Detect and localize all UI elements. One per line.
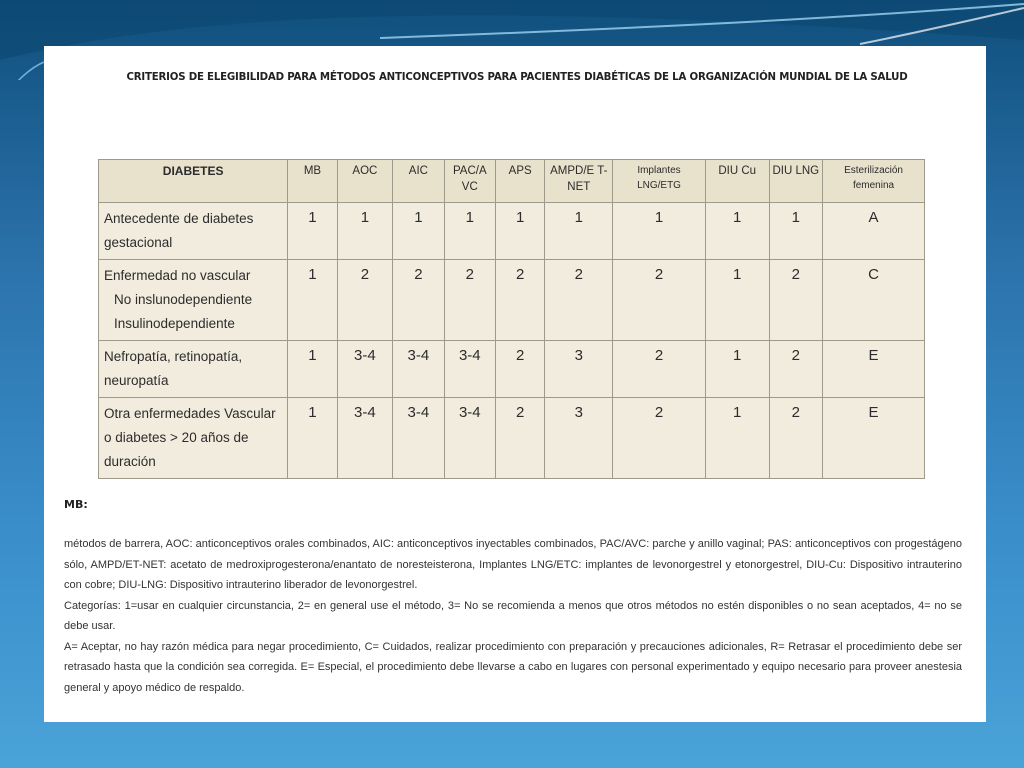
table-row bbox=[99, 341, 925, 398]
table-row bbox=[99, 260, 925, 341]
table-cell: 1 bbox=[613, 203, 706, 260]
table-row bbox=[99, 398, 925, 479]
codes-paragraph: A= Aceptar, no hay razón médica para negar procedimiento, C= Cuidados, realizar procedimiento con preparación y precauciones adicionales, R= Retrasar el procedimiento debe ser retrasado hasta que la condición sea corregida. E= Especial, el procedimiento debe llevarse a cabo en lugares con personal experimentado y equipo necesario para proveer anestesia general y apoyo médico de respaldo. bbox=[64, 640, 962, 694]
column-header: AMPD/E T-NET bbox=[545, 160, 613, 203]
table-cell: 3-4 bbox=[444, 398, 495, 479]
row-label: Enfermedad no vascular No inslunodependiente Insulinodependiente bbox=[99, 260, 288, 341]
row-label: Nefropatía, retinopatía, neuropatía bbox=[99, 341, 288, 398]
table-cell: 1 bbox=[288, 341, 337, 398]
table-cell: E bbox=[823, 398, 925, 479]
table-cell: 1 bbox=[393, 203, 444, 260]
table-cell: 3-4 bbox=[444, 341, 495, 398]
table-header-row bbox=[99, 160, 925, 203]
table-cell: 2 bbox=[496, 260, 545, 341]
table-cell: C bbox=[823, 260, 925, 341]
row-sublabel: No inslunodependiente bbox=[114, 292, 253, 307]
table-cell: 1 bbox=[288, 398, 337, 479]
table-cell: 2 bbox=[769, 341, 822, 398]
row-label: Otra enfermedades Vascular o diabetes > 20 años de duración bbox=[99, 398, 288, 479]
row-label: Antecedente de diabetes gestacional bbox=[99, 203, 288, 260]
notes-block bbox=[64, 534, 962, 698]
table-cell: 2 bbox=[613, 398, 706, 479]
table-cell: 1 bbox=[705, 398, 769, 479]
table-cell: 2 bbox=[769, 398, 822, 479]
table-cell: 2 bbox=[613, 341, 706, 398]
document-card bbox=[44, 46, 986, 722]
column-header: MB bbox=[288, 160, 337, 203]
table-cell: 2 bbox=[496, 341, 545, 398]
table-cell: 3-4 bbox=[393, 398, 444, 479]
column-header: Esterilización femenina bbox=[823, 160, 925, 203]
table-cell: 1 bbox=[288, 260, 337, 341]
table-cell: 2 bbox=[496, 398, 545, 479]
column-header: AIC bbox=[393, 160, 444, 203]
table-cell: 1 bbox=[705, 341, 769, 398]
abbreviations-paragraph: métodos de barrera, AOC: anticonceptivos orales combinados, AIC: anticonceptivos inyectables combinados, PAC/AVC: parche y anillo vaginal; PAS: anticonceptivos con progestágeno sólo, AMPD/ET-NET: acetato de medroxiprogesterona/enantato de noresteisterona, Implantes LNG/ETC: implantes de levonorgestrel y etonorgestrel, DIU-Cu: Dispositivo intrauterino con cobre; DIU-LNG: Dispositivo intrauterino liberador de levonorgestrel. bbox=[64, 538, 962, 591]
table-cell: 2 bbox=[613, 260, 706, 341]
table-cell: 1 bbox=[337, 203, 393, 260]
table-cell: 2 bbox=[769, 260, 822, 341]
row-sublabel: Insulinodependiente bbox=[114, 316, 235, 331]
document-title: CRITERIOS DE ELEGIBILIDAD PARA MÉTODOS ANTICONCEPTIVOS PARA PACIENTES DIABÉTICAS DE LA ORGANIZACIÓN MUNDIAL DE LA SALUD bbox=[126, 72, 908, 83]
table-cell: A bbox=[823, 203, 925, 260]
table-cell: 2 bbox=[337, 260, 393, 341]
table-cell: 3-4 bbox=[337, 341, 393, 398]
column-header: DIU Cu bbox=[705, 160, 769, 203]
table-row bbox=[99, 203, 925, 260]
column-header: DIABETES bbox=[99, 160, 288, 203]
eligibility-table bbox=[98, 159, 925, 479]
table-cell: 3 bbox=[545, 341, 613, 398]
table-cell: 3-4 bbox=[337, 398, 393, 479]
table-cell: 1 bbox=[705, 203, 769, 260]
table-cell: 1 bbox=[444, 203, 495, 260]
column-header: PAC/A VC bbox=[444, 160, 495, 203]
categories-paragraph: Categorías: 1=usar en cualquier circunstancia, 2= en general use el método, 3= No se recomienda a menos que otros métodos no estén disponibles o no sean aceptados, 4= no se debe usar. bbox=[64, 599, 962, 632]
table-cell: 2 bbox=[545, 260, 613, 341]
column-header: DIU LNG bbox=[769, 160, 822, 203]
table-cell: 1 bbox=[545, 203, 613, 260]
table-cell: 1 bbox=[288, 203, 337, 260]
table-cell: E bbox=[823, 341, 925, 398]
notes-heading: MB: bbox=[64, 498, 88, 511]
table-cell: 2 bbox=[444, 260, 495, 341]
table-cell: 3 bbox=[545, 398, 613, 479]
table-cell: 3-4 bbox=[393, 341, 444, 398]
column-header: AOC bbox=[337, 160, 393, 203]
column-header: APS bbox=[496, 160, 545, 203]
table-cell: 1 bbox=[705, 260, 769, 341]
table-cell: 1 bbox=[769, 203, 822, 260]
column-header: Implantes LNG/ETG bbox=[613, 160, 706, 203]
table-cell: 2 bbox=[393, 260, 444, 341]
table-cell: 1 bbox=[496, 203, 545, 260]
